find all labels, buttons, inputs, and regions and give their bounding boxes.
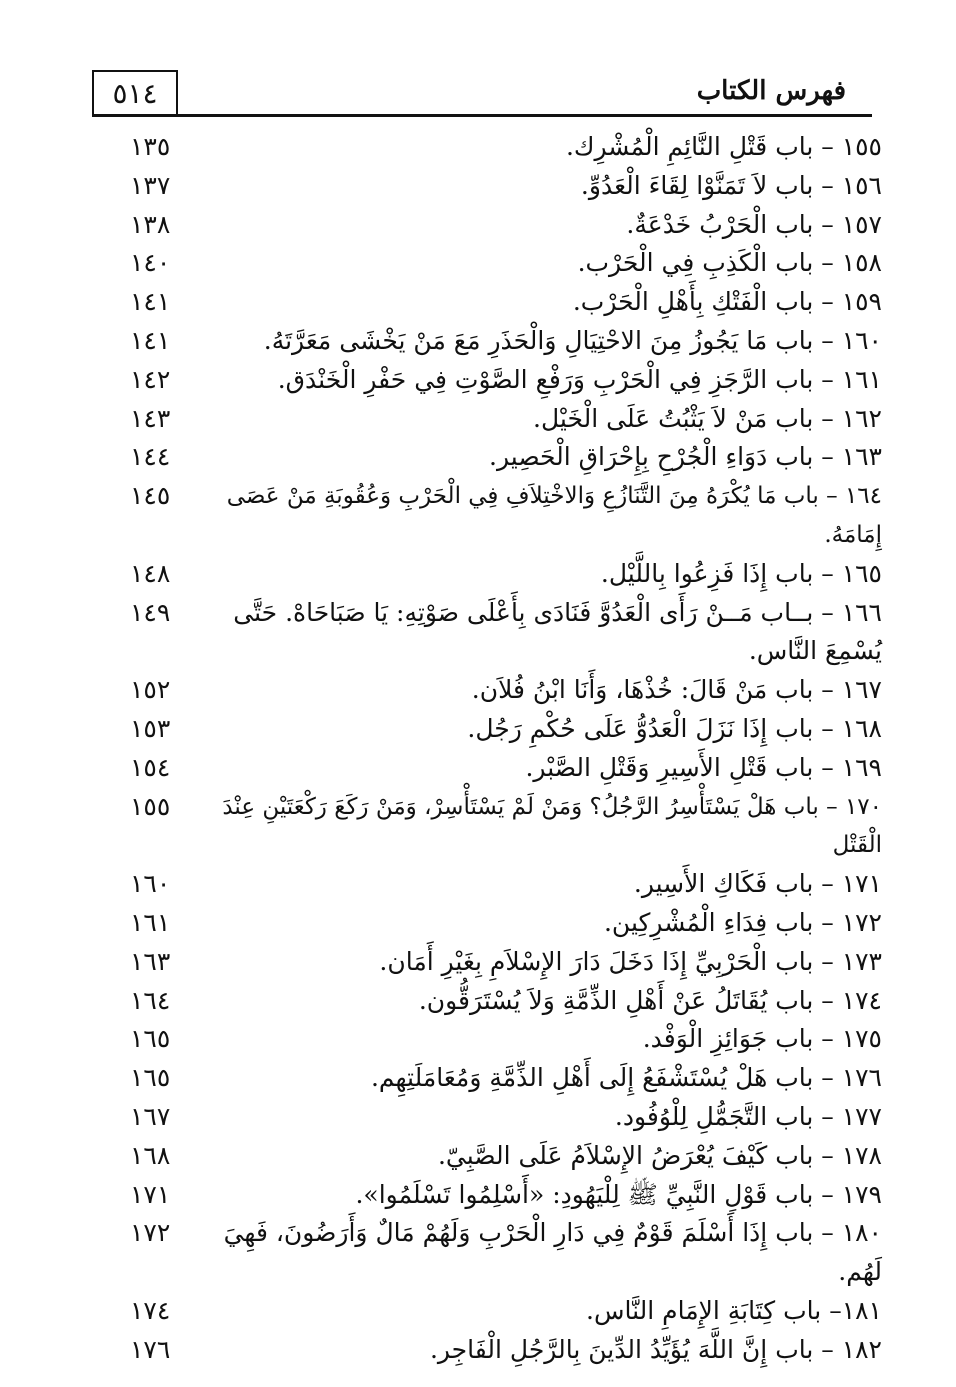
toc-entry bbox=[110, 128, 882, 167]
toc-entry-title: ١٧٦ – باب هَلْ يُسْتَشْفَعُ إِلَى أَهْلِ الذِّمَّةِ وَمُعَامَلَتِهِم. bbox=[370, 1063, 882, 1093]
toc-entry-page: ١٣٧ bbox=[130, 170, 171, 200]
toc-entry-page: ١٦٣ bbox=[130, 946, 171, 976]
toc-entry-page: ١٧٢ bbox=[130, 1218, 171, 1248]
toc-entry-title: ١٧٥ – باب جَوَائِزِ الْوَفْد. bbox=[642, 1024, 882, 1054]
toc-entry-page: ١٦٥ bbox=[130, 1024, 171, 1054]
toc-entry bbox=[110, 904, 882, 943]
page-title: فهرس الكتاب bbox=[696, 76, 846, 106]
toc-entry-title: ١٥٥ – باب قَتْلِ النَّائِمِ الْمُشْرِك. bbox=[565, 132, 882, 161]
toc-entry-page: ١٦١ bbox=[130, 907, 171, 937]
toc-entry bbox=[110, 1098, 882, 1137]
toc-entry-title: ١٥٧ – باب الْحَرْبُ خَدْعَةٌ. bbox=[626, 209, 882, 239]
toc-entry bbox=[110, 1059, 882, 1098]
toc-entry-title: ١٨٠ – باب إِذَا أَسْلَمَ قَوْمٌ فِي دَارِ الْحَرْبِ وَلَهُمْ مَالٌ وَأَرَضُونَ، فَهِيَ لَهُم. bbox=[223, 1218, 882, 1287]
toc-entry bbox=[110, 788, 882, 866]
toc-entry bbox=[110, 400, 882, 439]
toc-entry-title: ١٧١ – باب فَكَاكِ الأَسِير. bbox=[633, 869, 882, 899]
toc-entry bbox=[110, 1020, 882, 1059]
toc-entry-title: ١٧٤ – باب يُقَاتَلُ عَنْ أَهْلِ الذِّمَّةِ وَلاَ يُسْتَرَقُّون. bbox=[418, 985, 882, 1015]
toc-entry bbox=[110, 1137, 882, 1176]
toc-entry-page: ١٣٨ bbox=[130, 209, 171, 239]
toc-entry-title: ١٦٥ – باب إِذَا فَزِعُوا بِاللَّيْل. bbox=[600, 558, 882, 588]
toc-entry-title: ١٧٣ – باب الْحَرْبِيِّ إِذَا دَخَلَ دَارَ الإِسْلاَمِ بِغَيْرِ أَمَان. bbox=[379, 946, 882, 976]
toc-entry-title: ١٥٩ – باب الْفَتْكِ بِأَهْلِ الْحَرْب. bbox=[572, 287, 882, 317]
toc-entry-title: ١٥٨ – باب الْكَذِبِ فِي الْحَرْب. bbox=[577, 248, 882, 278]
toc-entry-page: ١٤٨ bbox=[130, 558, 171, 588]
table-of-contents bbox=[110, 128, 882, 1370]
toc-entry bbox=[110, 865, 882, 904]
toc-entry bbox=[110, 322, 882, 361]
toc-entry bbox=[110, 283, 882, 322]
toc-entry-title: ١٦٣ – باب دَوَاءِ الْجُرْحِ بِإِحْرَاقِ الْحَصِير. bbox=[489, 442, 882, 472]
toc-entry bbox=[110, 361, 882, 400]
toc-entry-title: ١٧٧ – باب التَّجَمُّلِ لِلْوُفُود. bbox=[614, 1101, 882, 1131]
header-rule bbox=[92, 114, 872, 117]
toc-entry-page: ١٤٩ bbox=[130, 597, 171, 627]
toc-entry-title: ١٥٦ – باب لاَ تَمَنَّوْا لِقَاءَ الْعَدُوِّ. bbox=[580, 170, 882, 200]
toc-entry bbox=[110, 244, 882, 283]
toc-entry bbox=[110, 594, 882, 672]
toc-entry-title: ١٦٦ – بــاب مَــنْ رَأَى الْعَدُوَّ فَنَادَى بِأَعْلَى صَوْتِهِ: يَا صَبَاحَاهْ. حَتَّى يُسْمِعَ النَّاس. bbox=[233, 597, 882, 666]
toc-entry-page: ١٤٤ bbox=[130, 442, 171, 472]
toc-entry-title: ١٧٢ – باب فِدَاءِ الْمُشْرِكِين. bbox=[603, 907, 882, 937]
toc-entry-page: ١٤٥ bbox=[130, 481, 171, 511]
toc-entry-title: ١٧٨ – باب كَيْفَ يُعْرَضُ الإِسْلاَمُ عَلَى الصَّبِيّ. bbox=[437, 1140, 882, 1170]
toc-entry bbox=[110, 671, 882, 710]
toc-entry-page: ١٣٥ bbox=[130, 132, 171, 161]
toc-entry bbox=[110, 167, 882, 206]
toc-entry bbox=[110, 710, 882, 749]
toc-entry bbox=[110, 438, 882, 477]
toc-entry-page: ١٥٤ bbox=[130, 752, 171, 782]
toc-entry-page: ١٦٥ bbox=[130, 1063, 171, 1093]
toc-entry bbox=[110, 555, 882, 594]
toc-entry-page: ١٤١ bbox=[130, 325, 171, 355]
toc-entry bbox=[110, 749, 882, 788]
toc-entry bbox=[110, 1292, 882, 1331]
toc-entry-page: ١٦٧ bbox=[130, 1101, 171, 1131]
toc-entry-title: ١٨١– باب كِتَابَةِ الإِمَامِ النَّاس. bbox=[586, 1295, 882, 1325]
page-number: ٥١٤ bbox=[92, 70, 178, 116]
toc-entry-page: ١٧١ bbox=[130, 1179, 171, 1209]
page-header bbox=[0, 0, 956, 130]
toc-entry-title: ١٦٧ – باب مَنْ قَالَ: خُذْهَا، وَأَنَا ابْنُ فُلاَن. bbox=[471, 675, 882, 705]
toc-entry-page: ١٥٥ bbox=[130, 791, 171, 821]
toc-entry-title: ١٦٩ – باب قَتْلِ الأَسِيرِ وَقَتْلِ الصَّبْر. bbox=[525, 752, 882, 782]
toc-entry-page: ١٤٠ bbox=[130, 248, 171, 278]
toc-entry-page: ١٤٣ bbox=[130, 403, 171, 433]
toc-entry-page: ١٦٨ bbox=[130, 1140, 171, 1170]
toc-entry bbox=[110, 477, 882, 555]
toc-entry-title: ١٦٤ – باب مَا يُكْرَهُ مِنَ التَّنَازُعِ وَالاخْتِلاَفِ فِي الْحَرْبِ وَعُقُوبَةِ مَنْ عَصَى إِمَامَهُ. bbox=[226, 483, 882, 548]
toc-entry-page: ١٧٤ bbox=[130, 1295, 171, 1325]
toc-entry-title: ١٦١ – باب الرَّجَزِ فِي الْحَرْبِ وَرَفْعِ الصَّوْتِ فِي حَفْرِ الْخَنْدَق. bbox=[277, 364, 882, 394]
toc-entry-page: ١٤٢ bbox=[130, 364, 171, 394]
toc-entry-title: ١٦٨ – باب إِذَا نَزَلَ الْعَدُوُّ عَلَى حُكْمِ رَجُل. bbox=[467, 713, 882, 743]
toc-entry-page: ١٦٠ bbox=[130, 869, 171, 899]
toc-entry-page: ١٤١ bbox=[130, 287, 171, 317]
toc-entry-title: ١٦٢ – باب مَنْ لاَ يَثْبُتُ عَلَى الْخَيْل. bbox=[533, 403, 882, 433]
toc-entry bbox=[110, 982, 882, 1021]
toc-entry-page: ١٧٦ bbox=[130, 1334, 171, 1364]
toc-entry-page: ١٥٢ bbox=[130, 675, 171, 705]
toc-entry bbox=[110, 1214, 882, 1292]
toc-entry-page: ١٥٣ bbox=[130, 713, 171, 743]
toc-entry-page: ١٦٤ bbox=[130, 985, 171, 1015]
toc-entry-title: ١٧٠ – باب هَلْ يَسْتَأْسِرُ الرَّجُلُ؟ وَمَنْ لَمْ يَسْتَأْسِرْ، وَمَنْ رَكَعَ رَكْعَتَيْنِ عِنْدَ الْقَتْل bbox=[222, 793, 882, 859]
toc-entry bbox=[110, 206, 882, 245]
toc-entry-title: ١٦٠ – باب مَا يَجُوزُ مِنَ الاحْتِيَالِ وَالْحَذَرِ مَعَ مَنْ يَخْشَى مَعَرَّتَهُ. bbox=[263, 325, 882, 355]
toc-entry-title: ١٨٢ – باب إِنَّ اللَّهَ يُؤَيِّدُ الدِّينَ بِالرَّجُلِ الْفَاجِر. bbox=[429, 1334, 882, 1364]
toc-entry-title: ١٧٩ – باب قَوْلِ النَّبِيِّ ﷺ لِلْيَهُودِ: «أَسْلِمُوا تَسْلَمُوا». bbox=[355, 1179, 882, 1209]
toc-entry bbox=[110, 1331, 882, 1370]
toc-entry bbox=[110, 1176, 882, 1215]
toc-entry bbox=[110, 943, 882, 982]
